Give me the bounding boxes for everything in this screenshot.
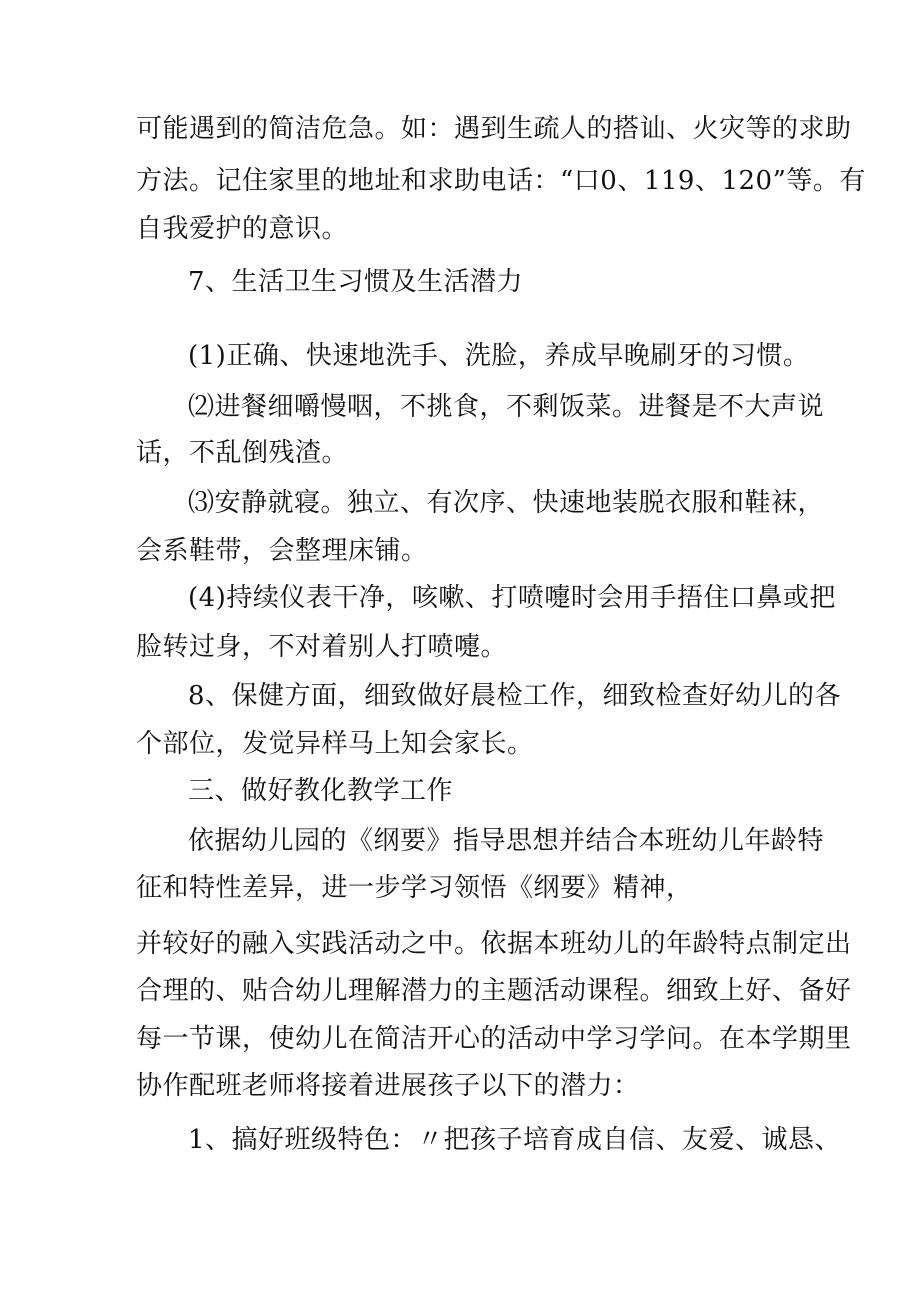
text-line: 会系鞋带，会整理床铺。 (136, 536, 428, 566)
text-line: 协作配班老师将接着进展孩子以下的潜力： (136, 1071, 640, 1101)
section-heading: 7、生活卫生习惯及生活潜力 (188, 267, 524, 297)
text-line: 并较好的融入实践活动之中。依据本班幼儿的年龄特点制定出 (136, 929, 852, 959)
text-line: 征和特性差异，进一步学习领悟《纲要》精神， (136, 873, 693, 903)
text-line: (1)正确、快速地洗手、洗脸，养成早晚刷牙的习惯。 (188, 341, 810, 371)
text-line: 可能遇到的简洁危急。如：遇到生疏人的搭讪、火灾等的求助 (136, 114, 852, 144)
text-line: 合理的、贴合幼儿理解潜力的主题活动课程。细致上好、备好 (136, 976, 852, 1006)
text-line: 1、搞好班级特色：〃把孩子培育成自信、友爱、诚恳、 (188, 1125, 842, 1155)
text-line: ⑶安静就寝。独立、有次序、快速地装脱衣服和鞋袜， (188, 488, 825, 518)
text-line: (4)持续仪表干净，咳嗽、打喷嚏时会用手捂住口鼻或把 (188, 583, 836, 613)
text-line: 每一节课，使幼儿在简洁开心的活动中学习学问。在本学期里 (136, 1024, 852, 1054)
text-line: 自我爱护的意识。 (136, 214, 349, 244)
section-heading: 三、做好教化教学工作 (188, 776, 454, 806)
text-line: 方法。记住家里的地址和求助电话：“口0、119、120”等。有 (136, 166, 866, 196)
text-line: 脸转过身，不对着别人打喷嚏。 (136, 632, 508, 662)
text-line: ⑵进餐细嚼慢咽，不挑食，不剩饭菜。进餐是不大声说 (188, 392, 825, 422)
text-line: 话，不乱倒残渣。 (136, 438, 349, 468)
text-line: 个部位，发觉异样马上知会家长。 (136, 729, 534, 759)
text-line: 依据幼儿园的《纲要》指导思想并结合本班幼儿年龄特 (188, 826, 825, 856)
text-line: 8、保健方面，细致做好晨检工作，细致检查好幼儿的各 (188, 681, 842, 711)
